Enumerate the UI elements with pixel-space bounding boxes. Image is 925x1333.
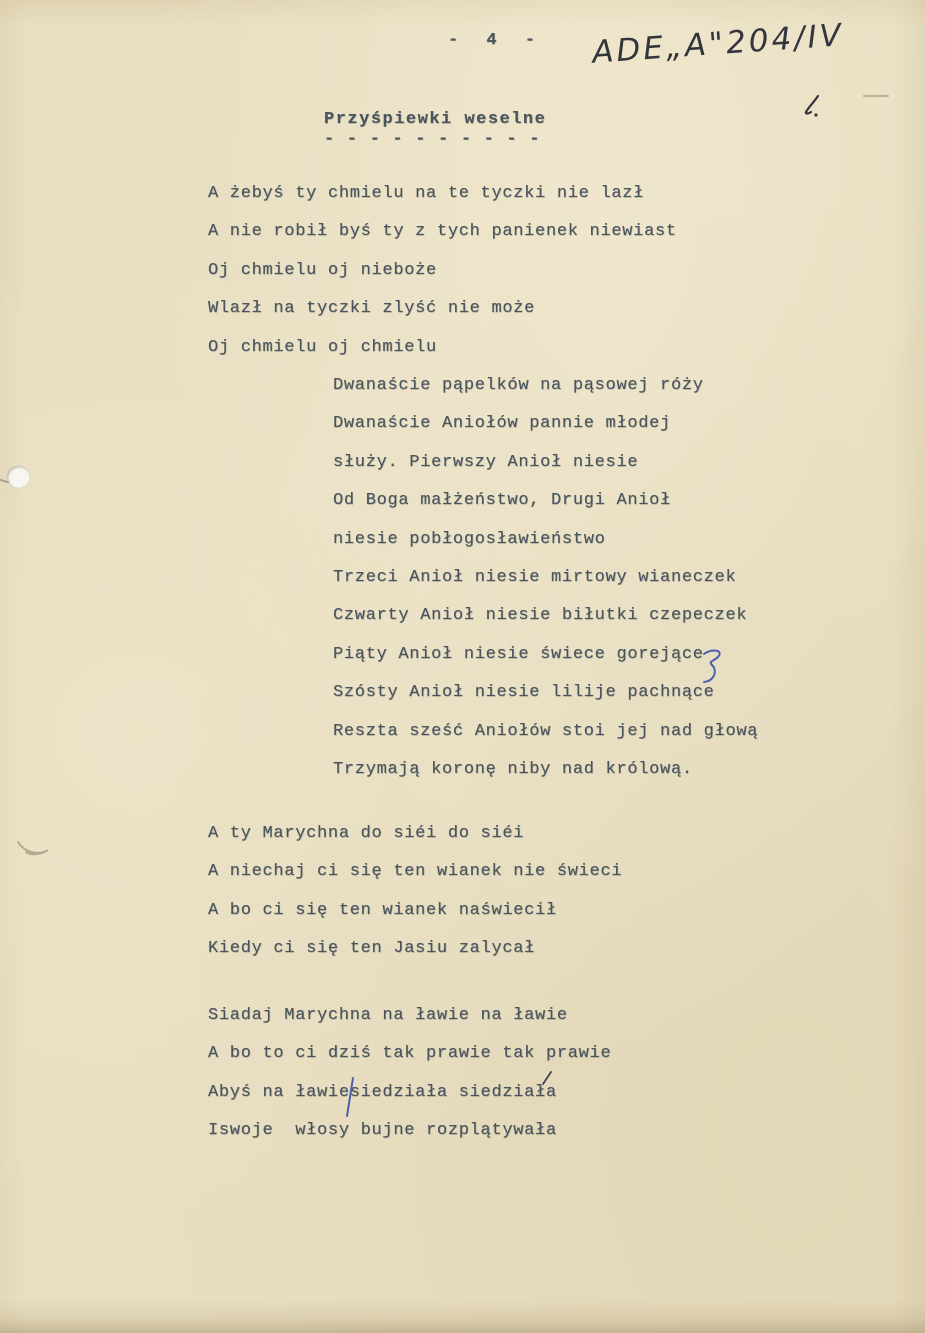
verse-line: Siadaj Marychna na ławie na ławie <box>208 1006 568 1025</box>
verse-line: Czwarty Anioł niesie biłutki czepeczek <box>333 606 748 626</box>
verse-line: A żebyś ty chmielu na te tyczki nie lazł <box>208 184 645 203</box>
title-underline: - - - - - - - - - - <box>324 130 541 149</box>
handwritten-annotation: ADE„A"204/IV <box>591 17 846 71</box>
verse-line: służy. Pierwszy Anioł niesie <box>333 452 639 472</box>
verse-line: Reszta sześć Aniołów stoi jej nad głową <box>333 721 759 741</box>
stanza-aniolowie <box>333 367 758 789</box>
verse-line: Szósty Anioł niesie lilije pachnące <box>333 683 715 703</box>
verse-line: Oj chmielu oj chmielu <box>208 337 437 357</box>
stanza-chmiel <box>208 175 677 367</box>
verse-line: A bo to ci dziś tak prawie tak prawie <box>208 1044 612 1064</box>
verse-line: Trzeci Anioł niesie mirtowy wianeczek <box>333 567 737 587</box>
verse-line: Wlazł na tyczki zlyść nie może <box>208 299 536 319</box>
verse-line: A bo ci się ten wianek naświecił <box>208 900 557 920</box>
blue-pen-vertical-stroke <box>344 1076 356 1118</box>
verse-line: Kiedy ci się ten Jasiu zalycał <box>208 939 536 959</box>
page-title: Przyśpiewki weselne <box>324 110 547 129</box>
verse-line: Abyś na ławiesiedziała siedziała <box>208 1082 557 1102</box>
verse-line: Dwanaście Aniołów pannie młodej <box>333 414 671 434</box>
verse-line: Od Boga małżeństwo, Drugi Anioł <box>333 491 671 511</box>
handwritten-hook-mark <box>800 92 830 120</box>
verse-line: A nie robił byś ty z tych panienek niewiast <box>208 222 677 242</box>
faint-pencil-dash <box>863 95 889 97</box>
verse-line: A ty Marychna do siéi do siéi <box>208 824 525 843</box>
punch-hole <box>7 466 30 488</box>
verse-line: Oj chmielu oj nieboże <box>208 260 437 280</box>
verse-line: Dwanaście pąpelków na pąsowej róży <box>333 376 704 395</box>
verse-line: Trzymają koronę niby nad królową. <box>333 759 693 779</box>
verse-line: niesie pobłogosławieństwo <box>333 529 606 549</box>
blue-pen-squiggle <box>700 648 730 690</box>
faint-pencil-curve <box>14 826 74 860</box>
title-block <box>324 110 546 149</box>
verse-line: A niechaj ci się ten wianek nie świeci <box>208 862 623 882</box>
stanza-marychna-wianek <box>208 815 622 969</box>
verse-line: Iswoje włosy bujne rozplątywała <box>208 1121 557 1141</box>
verse-line: Piąty Anioł niesie świece gorejące <box>333 644 704 664</box>
page-number: - 4 - <box>448 31 545 50</box>
pen-accent-mark <box>540 1070 554 1086</box>
